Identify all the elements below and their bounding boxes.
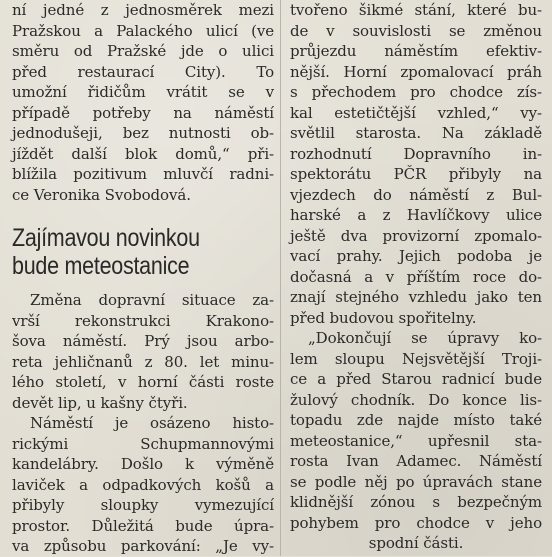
text-line: devět lip, u kašny čtyři. bbox=[12, 393, 188, 412]
text-line: prostor. Důležitá bude úpra- bbox=[12, 516, 274, 535]
text-line: jíždět další blok domů,“ při- bbox=[12, 144, 274, 163]
text-line: spektorátu PČR přibyly na bbox=[290, 165, 542, 183]
text-line: umožní řidičům vrátit se v bbox=[12, 83, 274, 101]
right-paragraph bbox=[290, 0, 542, 554]
text-line: Náměstí je osázeno histo- bbox=[30, 414, 274, 432]
text-line: případě potřeby na náměstí bbox=[12, 103, 274, 122]
text-line: va způsobu parkování: „Je vy- bbox=[12, 537, 274, 555]
text-line: meteostanice,“ upřesnil sta- bbox=[290, 431, 542, 450]
text-line: vjezdech do náměstí z Bul- bbox=[290, 185, 542, 204]
text-line: před budovou spořitelny. bbox=[290, 308, 477, 327]
text-line: reta jehličnanů z 80. let minu- bbox=[12, 352, 274, 371]
text-line: pohybem pro chodce v jeho bbox=[290, 513, 542, 532]
text-line: šova náměstí. Prý jsou arbo- bbox=[12, 332, 274, 350]
text-line: vací prahy. Jejich podoba je bbox=[290, 247, 542, 265]
column-divider bbox=[280, 0, 281, 556]
text-line: „Dokončují se úpravy ko- bbox=[308, 329, 542, 347]
text-line: nější. Horní zpomalovací práh bbox=[290, 62, 542, 81]
text-line: ce a před Starou radnicí bude bbox=[290, 370, 542, 388]
text-line: s přechodem pro chodce zís- bbox=[290, 83, 542, 101]
text-line: světlil starosta. Na základě bbox=[290, 124, 542, 142]
text-line: Pražskou a Palackého ulicí (ve bbox=[12, 21, 274, 40]
text-line: směru od Pražské jde o ulici bbox=[12, 42, 274, 60]
text-line: kandelábry. Došlo k výměně bbox=[12, 455, 274, 473]
text-line: před restaurací City). To bbox=[12, 62, 274, 81]
left-bottom-paragraph bbox=[12, 290, 274, 557]
text-line: klidnější zónou s bezpečným bbox=[290, 493, 542, 511]
text-line: topadu zde najde místo také bbox=[290, 411, 542, 429]
text-line: vrší rekonstrukci Krakono- bbox=[12, 311, 274, 330]
text-line: rozhodnutí Dopravního in- bbox=[290, 144, 542, 163]
text-line: lem sloupu Nejsvětější Troji- bbox=[290, 349, 542, 368]
text-line: rickými Schupmannovými bbox=[12, 434, 274, 453]
text-line: znají stejného vzhledu jako ten bbox=[290, 288, 542, 306]
text-line: přibyly sloupky vymezující bbox=[12, 496, 274, 514]
text-line: ce Veronika Svobodová. bbox=[12, 185, 191, 204]
subheading-line: bude meteostanice bbox=[12, 252, 190, 280]
subheading-line: Zajímavou novinkou bbox=[12, 224, 200, 252]
left-top-paragraph bbox=[12, 0, 274, 205]
text-line: de v souvislosti se změnou bbox=[290, 21, 542, 40]
text-line: ještě dva provizorní zpomalo- bbox=[290, 226, 542, 245]
text-line: se podle něj po úpravách stane bbox=[290, 472, 542, 491]
text-line: průjezdu náměstím efektiv- bbox=[290, 42, 542, 60]
subheading bbox=[12, 224, 274, 280]
text-line: dočasná a v příštím roce do- bbox=[290, 267, 542, 286]
text-line: kal estetičtější vzhled,“ vy- bbox=[290, 103, 542, 122]
text-line: lého století, v horní části roste bbox=[12, 373, 274, 391]
text-line: žulový chodník. Do konce lis- bbox=[290, 390, 542, 409]
text-line: Změna dopravní situace za- bbox=[30, 291, 274, 309]
text-line: tvořeno šikmé stání, které bu- bbox=[290, 1, 542, 19]
text-line: rosta Ivan Adamec. Náměstí bbox=[290, 452, 542, 470]
text-line: spodní části. bbox=[368, 534, 464, 552]
text-line: blížila pozitivum mluvčí radni- bbox=[12, 165, 274, 183]
text-line: laviček a odpadkových košů a bbox=[12, 475, 274, 494]
text-line: harské a z Havlíčkovy ulice bbox=[290, 206, 542, 224]
text-line: ní jedné z jednosměrek mezi bbox=[12, 1, 274, 19]
text-line: jednodušeji, bez nutnosti ob- bbox=[12, 124, 274, 142]
